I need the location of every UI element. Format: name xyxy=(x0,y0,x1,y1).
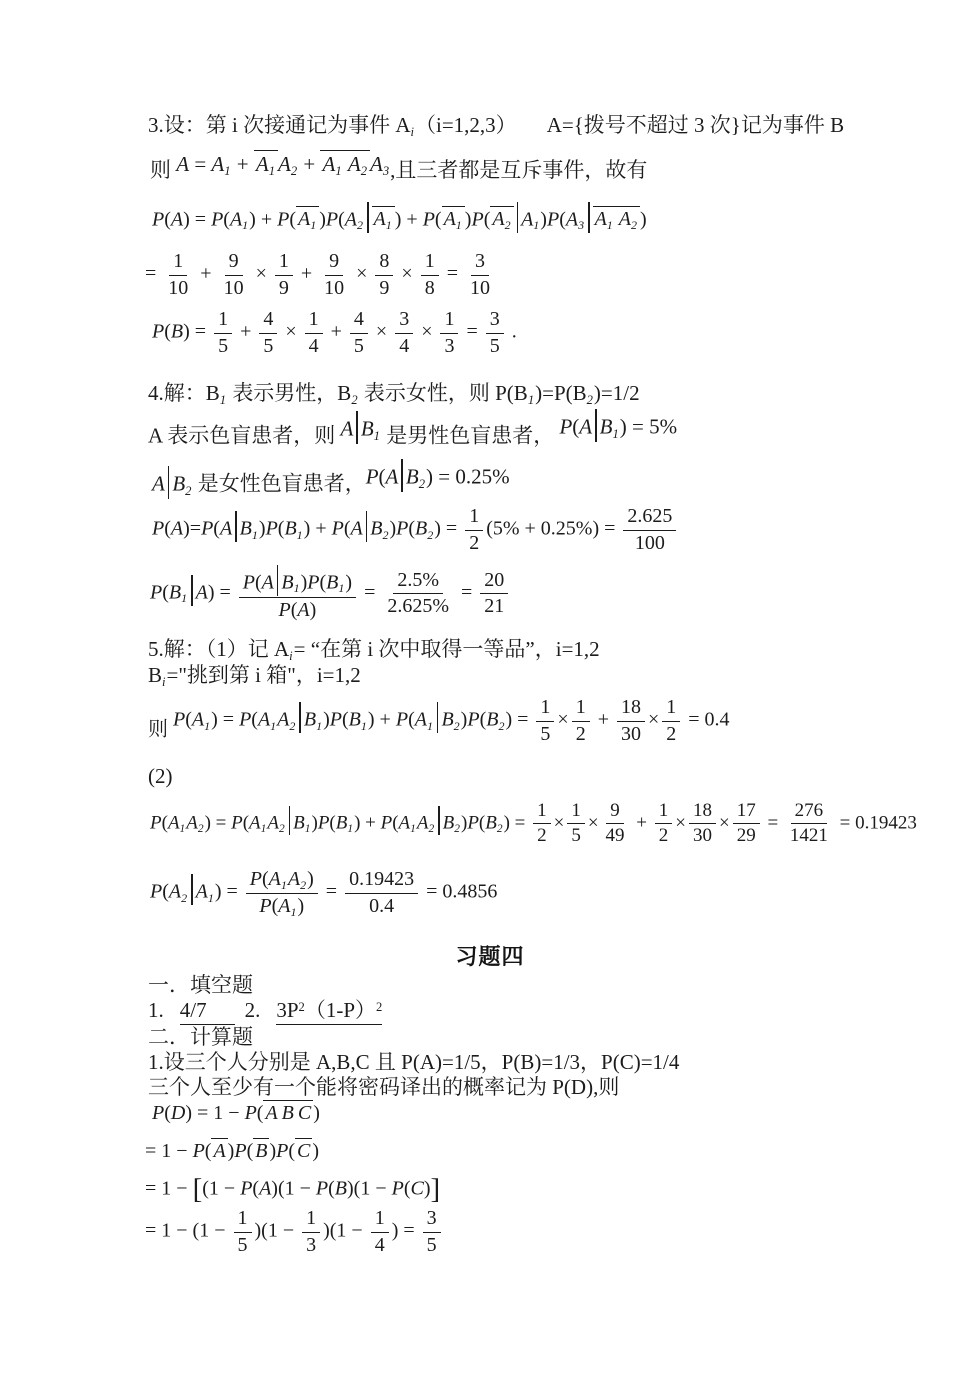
solution-line-8: A $B_2$ 是女性色盲患者，P(A $B_2) = 0.25\%$ xyxy=(152,466,510,499)
solution-line-2: 则 $A = A_1 + A_1$ $A_2 + A_1$ $A_2$ $A_3$,且三者都是互斥事件，故有 xyxy=(150,152,648,182)
solution-line-10: $P(B_1$ A) = $\frac{P(A B_1)P(B_1)}{P(A)}$ = $\frac{2.5\%}{2.625\%}$ = $\frac{20}{21}$ xyxy=(150,565,511,623)
solution-line-16: $P(A_2$ $A_1$) = $\frac{P(A_1A_2)}{P(A_1)}$ = $\frac{0.19423}{0.4}$ = 0.4856 xyxy=(150,868,498,919)
solution-line-5: P(B) = $\frac{1}{5}$ + $\frac{4}{5}$ × $\frac{1}{4}$ + $\frac{4}{5}$ × $\frac{3}{4}$ × $\frac{1}{3}$ = $\frac{3}{5}$ . xyxy=(152,308,517,357)
solution-line-9: P(A)=P(A $B_1)P(B_1) + P(A$ $B_2)P(B_2)$ = $\frac{1}{2}$ (5% + 0.25%) = $\frac{2.625}{100}$ xyxy=(152,505,679,555)
exercise-line-1: 一．填空题 xyxy=(148,973,253,997)
solution-line-7: A 表示色盲患者，则 A $B_1$ 是男性色盲患者， P(A $B_1) = 5\%$ xyxy=(148,418,677,451)
solution-line-11: 5.解：（1）记 $A_i=$ “在第 i 次中取得一等品”，i=1,2 xyxy=(148,637,600,664)
exercise-line-2: 1. 4/7 2. $3P^2(1-P)^2$ xyxy=(148,997,382,1024)
solution-line-6: 4.解：$B_1$ 表示男性，$B_2$ 表示女性，则 $P(B_1)=P(B_2)=1/2$ xyxy=(148,381,640,408)
solution-line-3: $P(A) = P(A_1) + P$( $A_1$ )$P(A_2$ $A_1$ ) + P( $A_1$ )P( $A_2$ $A_1)P(A_3$ $A_1$ $A_2$ ) xyxy=(152,202,647,233)
exercise-line-5: 三个人至少有一个能将密码译出的概率记为 P(D),则 xyxy=(148,1075,620,1099)
solution-line-12: $B_i=$"挑到第 i 箱"，i=1,2 xyxy=(148,663,361,690)
exercise-line-6: P(D) = 1 − P( A B C ) xyxy=(152,1102,320,1124)
exercise-line-9: = 1 − (1 − $\frac{1}{5}$ )(1 − $\frac{1}{3}$ )(1 − $\frac{1}{4}$ ) = $\frac{3}{5}$ xyxy=(145,1207,444,1257)
exercise-line-4: 1.设三个人分别是 A,B,C 且 P(A)=1/5，P(B)=1/3，P(C)=1/4 xyxy=(148,1050,680,1074)
exercise-line-8: = 1 − [(1 − P(A)(1 − P(B)(1 − P(C)] xyxy=(145,1173,441,1205)
solution-line-15: $P(A_1A_2) = P(A_1A_2$ $B_1)P(B_1) + P(A_1A_2$ $B_2)P(B_2)$ = $\frac{1}{2}$ × $\frac{1}{5}$ × $\frac{9}{49}$ + $\frac{1}{2}$ × $\frac{18}{30}$ × $\frac{17}{29}$ = $\frac{276}{1421}$ = 0.19423 xyxy=(150,800,917,847)
solution-line-4: = $\frac{1}{10}$ + $\frac{9}{10}$ × $\frac{1}{9}$ + $\frac{9}{10}$ × $\frac{8}{9}$ × $\frac{1}{8}$ = $\frac{3}{10}$ xyxy=(145,250,490,299)
solution-line-13: 则 $P(A_1) = P(A_1A_2$ $B_1)P(B_1) + P(A_1$ $B_2)P(B_2)$ = $\frac{1}{5}$ × $\frac{1}{2}$ + $\frac{18}{30}$ × $\frac{1}{2}$ = 0.4 xyxy=(148,696,730,745)
section-header: 习题四 xyxy=(455,944,525,969)
exercise-line-3: 二．计算题 xyxy=(148,1025,253,1049)
solution-line-14: (2) xyxy=(148,764,173,788)
solution-line-1: 3.设：第 i 次接通记为事件 $A_i(i=1,2,3)$ A={拨号不超过 3 次}记为事件 B xyxy=(148,113,845,140)
exercise-line-7: = 1 − P( A )P( B )P( C ) xyxy=(145,1140,320,1162)
